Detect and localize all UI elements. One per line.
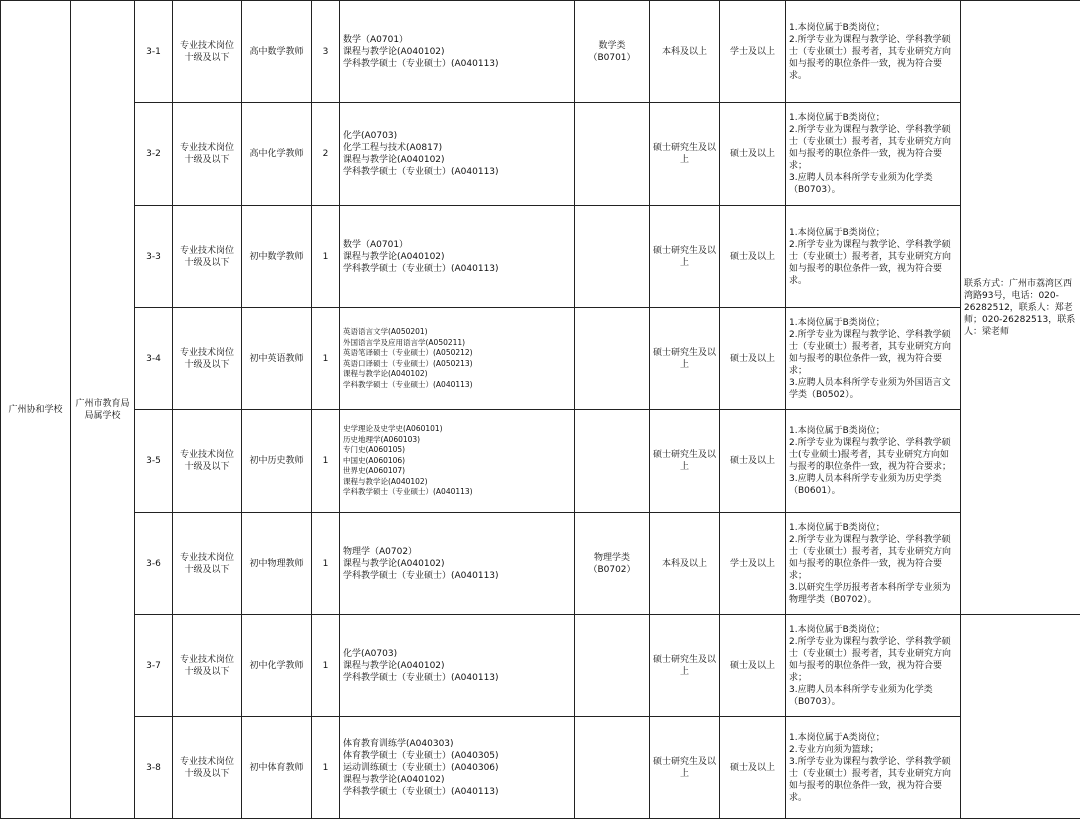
- requirement-line: 1.本岗位属于A类岗位；: [789, 732, 957, 744]
- degree-level: 硕士及以上: [723, 455, 782, 467]
- position-code: 3-7: [138, 660, 169, 672]
- requirement-cell: [786, 1, 961, 103]
- major-line: 课程与教学论(A040102): [343, 154, 571, 166]
- education-level: 硕士研究生及以上: [653, 245, 716, 269]
- major-line: 课程与教学论(A040102): [343, 251, 571, 263]
- major-line: 专门史(A060105): [343, 445, 571, 456]
- position-code-cell: [135, 103, 173, 206]
- contact-info: 联系方式：广州市荔湾区西湾路93号，电话：020-26282512，联系人：郑老师；020-26282513，联系人：梁老师: [964, 278, 1077, 338]
- hire-count-cell: [312, 206, 340, 308]
- table-row: [1, 513, 1080, 615]
- major-line: 学科教学硕士（专业硕士）(A040113): [343, 380, 571, 391]
- position-code-cell: [135, 1, 173, 103]
- major-line: 课程与教学论(A040102): [343, 477, 571, 488]
- bachelor-major-cell: [575, 410, 650, 513]
- degree-level-cell: [720, 615, 786, 717]
- requirement-line: 1.本岗位属于B类岗位；: [789, 112, 957, 124]
- degree-level: 硕士及以上: [723, 353, 782, 365]
- education-level: 硕士研究生及以上: [653, 756, 716, 780]
- requirement-line: 3.应聘人员本科所学专业须为化学类（B0703）。: [789, 684, 957, 708]
- bachelor-major-cell: [575, 513, 650, 615]
- position-code: 3-8: [138, 762, 169, 774]
- requirement-cell: [786, 103, 961, 206]
- requirement-line: 1.本岗位属于B类岗位；: [789, 522, 957, 534]
- education-level: 本科及以上: [653, 46, 716, 58]
- major-line: 学科教学硕士（专业硕士）(A040113): [343, 487, 571, 498]
- position-name-cell: [242, 615, 312, 717]
- table-row: [1, 717, 1080, 819]
- major-cell: [340, 308, 575, 410]
- position-code: 3-5: [138, 455, 169, 467]
- degree-level-cell: [720, 513, 786, 615]
- bachelor-major-cell: [575, 103, 650, 206]
- position-name-cell: [242, 1, 312, 103]
- major-cell: [340, 1, 575, 103]
- major-line: 学科教学硕士（专业硕士）(A040113): [343, 786, 571, 798]
- position-name: 初中化学教师: [245, 660, 308, 672]
- hire-count-cell: [312, 615, 340, 717]
- position-category-cell: [173, 1, 242, 103]
- degree-level: 硕士及以上: [723, 762, 782, 774]
- requirement-cell: [786, 410, 961, 513]
- hire-count-cell: [312, 308, 340, 410]
- requirement-line: 2.所学专业为课程与教学论、学科教学硕士（专业硕士）报考者，其专业研究方向如与报考的职位条件一致，视为符合要求。: [789, 34, 957, 82]
- hire-count: 3: [315, 46, 336, 58]
- position-name-cell: [242, 103, 312, 206]
- major-line: 中国史(A060106): [343, 456, 571, 467]
- hire-count-cell: [312, 513, 340, 615]
- major-line: 体育教学硕士（专业硕士）(A040305): [343, 750, 571, 762]
- requirement-line: 3.应聘人员本科所学专业须为化学类（B0703）。: [789, 172, 957, 196]
- position-name: 高中数学教师: [245, 46, 308, 58]
- position-name-cell: [242, 513, 312, 615]
- degree-level: 硕士及以上: [723, 660, 782, 672]
- position-category: 专业技术岗位十级及以下: [176, 40, 238, 64]
- major-line: 课程与教学论(A040102): [343, 46, 571, 58]
- education-level-cell: [650, 410, 720, 513]
- major-line: 课程与教学论(A040102): [343, 369, 571, 380]
- table-row: [1, 206, 1080, 308]
- degree-level: 学士及以上: [723, 558, 782, 570]
- requirement-line: 1.本岗位属于B类岗位；: [789, 624, 957, 636]
- position-code: 3-3: [138, 251, 169, 263]
- hire-count: 1: [315, 353, 336, 365]
- requirement-line: 1.本岗位属于B类岗位；: [789, 22, 957, 34]
- major-line: 化学(A0703): [343, 130, 571, 142]
- hire-count: 1: [315, 558, 336, 570]
- position-category: 专业技术岗位十级及以下: [176, 142, 238, 166]
- degree-level-cell: [720, 1, 786, 103]
- position-name: 初中英语教师: [245, 353, 308, 365]
- position-category: 专业技术岗位十级及以下: [176, 654, 238, 678]
- hire-count: 1: [315, 660, 336, 672]
- major-line: 课程与教学论(A040102): [343, 558, 571, 570]
- education-level: 硕士研究生及以上: [653, 654, 716, 678]
- major-line: 学科教学硕士（专业硕士）(A040113): [343, 263, 571, 275]
- hire-count-cell: [312, 410, 340, 513]
- bachelor-major-cell: [575, 1, 650, 103]
- position-name-cell: [242, 717, 312, 819]
- position-name: 初中历史教师: [245, 455, 308, 467]
- major-line: 运动训练硕士（专业硕士）(A040306): [343, 762, 571, 774]
- bachelor-major-cell: [575, 717, 650, 819]
- major-line: 数学（A0701）: [343, 34, 571, 46]
- requirement-line: 2.所学专业为课程与教学论、学科教学硕士（专业硕士）报考者，其专业研究方向如与报考的职位条件一致，视为符合要求；: [789, 329, 957, 377]
- major-line: 历史地理学(A060103): [343, 435, 571, 446]
- table-row: [1, 615, 1080, 717]
- education-level-cell: [650, 308, 720, 410]
- position-code-cell: [135, 410, 173, 513]
- major-cell: [340, 717, 575, 819]
- bachelor-major-cell: [575, 206, 650, 308]
- school-name: 广州协和学校: [4, 404, 67, 416]
- position-category: 专业技术岗位十级及以下: [176, 347, 238, 371]
- education-level-cell: [650, 206, 720, 308]
- table-row: [1, 103, 1080, 206]
- position-name-cell: [242, 206, 312, 308]
- position-code: 3-6: [138, 558, 169, 570]
- major-line: 学科教学硕士（专业硕士）(A040113): [343, 166, 571, 178]
- position-name: 初中物理教师: [245, 558, 308, 570]
- department-cell: [71, 1, 135, 819]
- requirement-line: 1.本岗位属于B类岗位；: [789, 317, 957, 329]
- requirement-line: 1.本岗位属于B类岗位；: [789, 227, 957, 239]
- major-cell: [340, 615, 575, 717]
- degree-level-cell: [720, 717, 786, 819]
- major-line: 体育教育训练学(A040303): [343, 738, 571, 750]
- bachelor-major-cell: [575, 615, 650, 717]
- requirement-cell: [786, 308, 961, 410]
- position-code-cell: [135, 513, 173, 615]
- major-line: 史学理论及史学史(A060101): [343, 424, 571, 435]
- position-code: 3-2: [138, 148, 169, 160]
- table-row: [1, 308, 1080, 410]
- position-name: 高中化学教师: [245, 148, 308, 160]
- major-line: 英语笔译硕士（专业硕士）(A050212): [343, 348, 571, 359]
- requirement-cell: [786, 513, 961, 615]
- major-line: 世界史(A060107): [343, 466, 571, 477]
- position-category-cell: [173, 717, 242, 819]
- major-line: 物理学（A0702）: [343, 546, 571, 558]
- degree-level: 硕士及以上: [723, 148, 782, 160]
- position-category: 专业技术岗位十级及以下: [176, 449, 238, 473]
- position-category-cell: [173, 513, 242, 615]
- degree-level-cell: [720, 410, 786, 513]
- position-category-cell: [173, 206, 242, 308]
- major-cell: [340, 206, 575, 308]
- degree-level: 硕士及以上: [723, 251, 782, 263]
- school-name-cell: [1, 1, 71, 819]
- hire-count-cell: [312, 717, 340, 819]
- major-cell: [340, 513, 575, 615]
- position-code-cell: [135, 308, 173, 410]
- degree-level-cell: [720, 103, 786, 206]
- education-level-cell: [650, 615, 720, 717]
- education-level-cell: [650, 513, 720, 615]
- hire-count-cell: [312, 1, 340, 103]
- position-name: 初中体育教师: [245, 762, 308, 774]
- requirement-line: 2.所学专业为课程与教学论、学科教学硕士（专业硕士）报考者，其专业研究方向如与报考的职位条件一致，视为符合要求。: [789, 239, 957, 287]
- position-category: 专业技术岗位十级及以下: [176, 245, 238, 269]
- education-level: 硕士研究生及以上: [653, 449, 716, 473]
- position-code-cell: [135, 717, 173, 819]
- education-level: 硕士研究生及以上: [653, 142, 716, 166]
- major-line: 化学(A0703): [343, 648, 571, 660]
- position-category: 专业技术岗位十级及以下: [176, 552, 238, 576]
- position-name-cell: [242, 410, 312, 513]
- requirement-cell: [786, 615, 961, 717]
- hire-count: 1: [315, 251, 336, 263]
- position-category-cell: [173, 615, 242, 717]
- position-name: 初中数学教师: [245, 251, 308, 263]
- department-name: 广州市教育局局属学校: [74, 398, 131, 422]
- major-line: 课程与教学论(A040102): [343, 774, 571, 786]
- major-line: 英语语言文学(A050201): [343, 327, 571, 338]
- hire-count: 1: [315, 455, 336, 467]
- major-cell: [340, 103, 575, 206]
- table-row: [1, 1, 1080, 103]
- hire-count: 2: [315, 148, 336, 160]
- contact-empty-cell: [961, 615, 1080, 819]
- position-category-cell: [173, 103, 242, 206]
- education-level: 硕士研究生及以上: [653, 347, 716, 371]
- major-line: 外国语言学及应用语言学(A050211): [343, 338, 571, 349]
- education-level: 本科及以上: [653, 558, 716, 570]
- requirement-line: 2.所学专业为课程与教学论、学科教学硕士(专业硕士)报考者，其专业研究方向如与报考的职位条件一致，视为符合要求；: [789, 437, 957, 473]
- major-line: 化学工程与技术(A0817): [343, 142, 571, 154]
- position-name-cell: [242, 308, 312, 410]
- requirement-line: 1.本岗位属于B类岗位；: [789, 425, 957, 437]
- requirement-cell: [786, 717, 961, 819]
- degree-level-cell: [720, 308, 786, 410]
- requirement-line: 2.专业方向须为篮球；: [789, 744, 957, 756]
- education-level-cell: [650, 717, 720, 819]
- position-category-cell: [173, 410, 242, 513]
- position-code-cell: [135, 206, 173, 308]
- degree-level: 学士及以上: [723, 46, 782, 58]
- position-category: 专业技术岗位十级及以下: [176, 756, 238, 780]
- bachelor-major-cell: [575, 308, 650, 410]
- major-line: 数学（A0701）: [343, 239, 571, 251]
- table-row: [1, 410, 1080, 513]
- major-line: 课程与教学论(A040102): [343, 660, 571, 672]
- position-code-cell: [135, 615, 173, 717]
- contact-cell: [961, 1, 1080, 615]
- major-line: 学科教学硕士（专业硕士）(A040113): [343, 58, 571, 70]
- hire-count: 1: [315, 762, 336, 774]
- requirement-line: 3.所学专业为课程与教学论、学科教学硕士（专业硕士）报考者，其专业研究方向如与报考的职位条件一致，视为符合要求。: [789, 756, 957, 804]
- bachelor-major: 数学类（B0701）: [578, 40, 646, 64]
- position-category-cell: [173, 308, 242, 410]
- position-code: 3-1: [138, 46, 169, 58]
- education-level-cell: [650, 103, 720, 206]
- bachelor-major: 物理学类（B0702）: [578, 552, 646, 576]
- requirement-line: 3.以研究生学历报考者本科所学专业须为物理学类（B0702）。: [789, 582, 957, 606]
- requirement-line: 3.应聘人员本科所学专业须为外国语言文学类（B0502）。: [789, 377, 957, 401]
- hire-count-cell: [312, 103, 340, 206]
- requirement-line: 2.所学专业为课程与教学论、学科教学硕士（专业硕士）报考者，其专业研究方向如与报考的职位条件一致，视为符合要求；: [789, 534, 957, 582]
- major-line: 学科教学硕士（专业硕士）(A040113): [343, 570, 571, 582]
- requirement-line: 2.所学专业为课程与教学论、学科教学硕士（专业硕士）报考者，其专业研究方向如与报考的职位条件一致，视为符合要求；: [789, 124, 957, 172]
- requirement-line: 2.所学专业为课程与教学论、学科教学硕士（专业硕士）报考者，其专业研究方向如与报考的职位条件一致，视为符合要求；: [789, 636, 957, 684]
- requirement-cell: [786, 206, 961, 308]
- degree-level-cell: [720, 206, 786, 308]
- requirement-line: 3.应聘人员本科所学专业须为历史学类（B0601）。: [789, 473, 957, 497]
- education-level-cell: [650, 1, 720, 103]
- major-line: 英语口译硕士（专业硕士）(A050213): [343, 359, 571, 370]
- position-code: 3-4: [138, 353, 169, 365]
- major-line: 学科教学硕士（专业硕士）(A040113): [343, 672, 571, 684]
- major-cell: [340, 410, 575, 513]
